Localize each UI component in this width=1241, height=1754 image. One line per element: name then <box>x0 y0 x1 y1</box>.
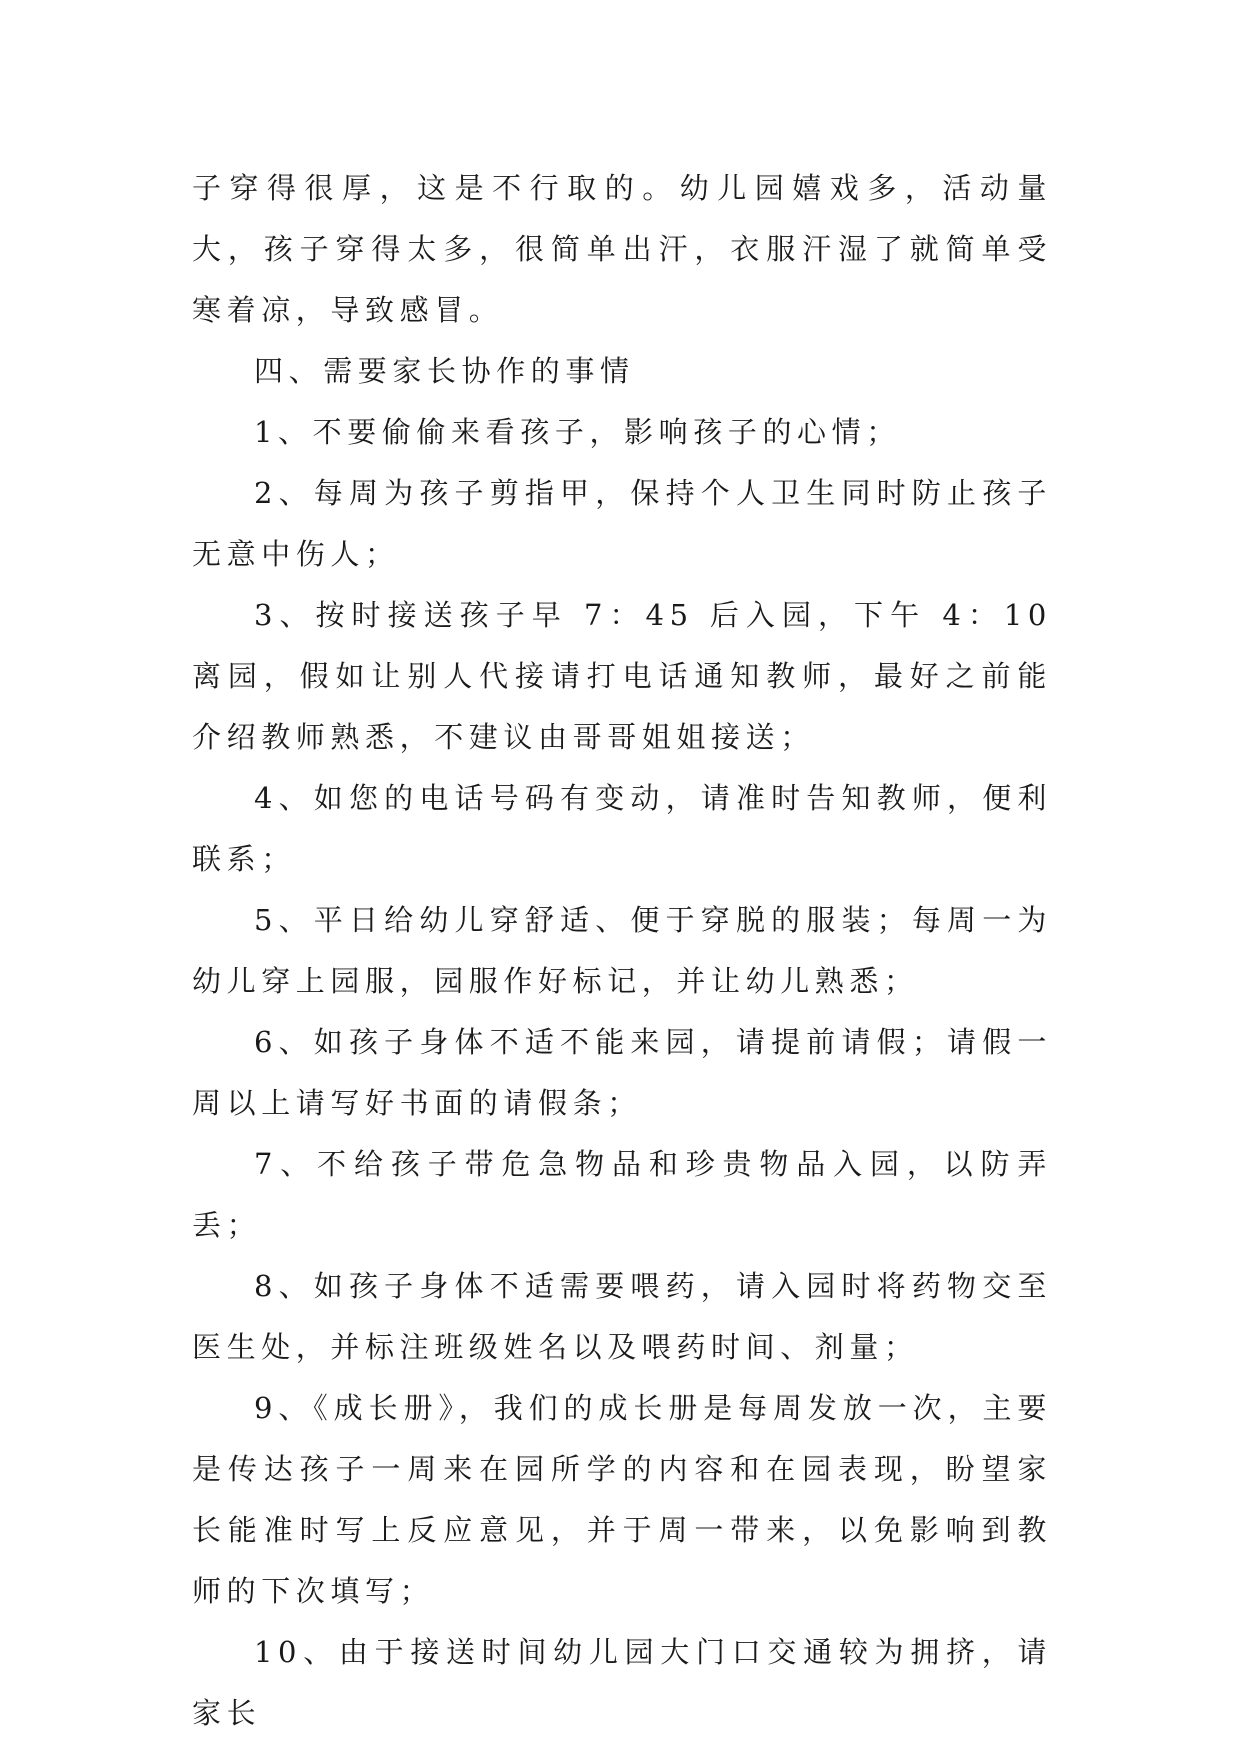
list-item: 5、平日给幼儿穿舒适、便于穿脱的服装；每周一为幼儿穿上园服，园服作好标记，并让幼儿熟悉； <box>192 903 1052 998</box>
list-item: 3、按时接送孩子早 7：45 后入园，下午 4：10 离园，假如让别人代接请打电话通知教师，最好之前能介绍教师熟悉，不建议由哥哥姐姐接送； <box>192 598 1052 754</box>
list-item: 10、由于接送时间幼儿园大门口交通较为拥挤，请家长 <box>192 1635 1052 1730</box>
list-item: 1、不要偷偷来看孩子，影响孩子的心情； <box>254 415 901 449</box>
list-item: 9、《成长册》，我们的成长册是每周发放一次，主要是传达孩子一周来在园所学的内容和在园表现，盼望家长能准时写上反应意见，并于周一带来，以免影响到教师的下次填写； <box>192 1391 1052 1608</box>
paragraph-continuation: 子穿得很厚，这是不行取的。幼儿园嬉戏多，活动量大，孩子穿得太多，很简单出汗，衣服汗湿了就简单受寒着凉，导致感冒。 <box>192 171 1052 327</box>
list-item: 6、如孩子身体不适不能来园，请提前请假；请假一周以上请写好书面的请假条； <box>192 1025 1052 1120</box>
list-item: 8、如孩子身体不适需要喂药，请入园时将药物交至医生处，并标注班级姓名以及喂药时间、剂量； <box>192 1269 1052 1364</box>
document-body <box>192 158 1052 1744</box>
list-item: 7、不给孩子带危急物品和珍贵物品入园，以防弄丢； <box>192 1147 1052 1242</box>
section-heading: 四、需要家长协作的事情 <box>254 354 635 388</box>
list-item: 2、每周为孩子剪指甲，保持个人卫生同时防止孩子无意中伤人； <box>192 476 1052 571</box>
list-item: 4、如您的电话号码有变动，请准时告知教师，便利联系； <box>192 781 1052 876</box>
